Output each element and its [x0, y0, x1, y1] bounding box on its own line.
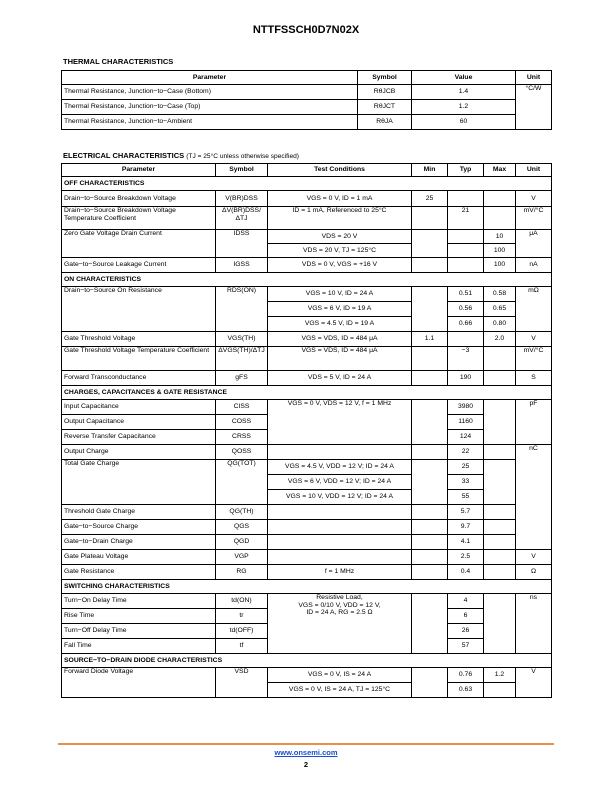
symbol-tr: tr	[216, 609, 268, 624]
thermal-row-param: Thermal Resistance, Junction−to−Case (Top)	[62, 100, 358, 115]
symbol-rdson: RDS(ON)	[216, 287, 268, 332]
unit-charge: nC	[516, 445, 552, 550]
max-rdson-1: 0.58	[484, 287, 516, 302]
symbol-ciss: CISS	[216, 400, 268, 415]
param-coss: Output Capacitance	[62, 415, 216, 430]
typ-crss: 124	[448, 430, 484, 445]
param-ciss: Input Capacitance	[62, 400, 216, 415]
max-vsd-1: 1.2	[484, 668, 516, 683]
unit-vgstc: mV/°C	[516, 347, 552, 371]
thermal-table	[61, 70, 552, 130]
col-parameter: Parameter	[62, 164, 216, 177]
typ-qgs: 9.7	[448, 520, 484, 535]
max-idss-1: 10	[484, 230, 516, 244]
footer-rule	[58, 743, 554, 745]
typ-tdoff: 26	[448, 624, 484, 639]
typ-rdson-3: 0.66	[448, 317, 484, 332]
cond-rdson-3: VGS = 4.5 V, ID = 19 A	[268, 317, 412, 332]
typ-qoss: 22	[448, 445, 484, 460]
thermal-row-symbol: RθJA	[358, 115, 412, 130]
param-tdon: Turn−On Delay Time	[62, 594, 216, 609]
symbol-vgstc: ΔVGS(TH)/ΔTJ	[216, 347, 268, 371]
electrical-subtitle: (TJ = 25°C unless otherwise specified)	[186, 153, 299, 160]
max-rdson-2: 0.65	[484, 302, 516, 317]
param-idss: Zero Gate Voltage Drain Current	[62, 230, 216, 258]
thermal-row-value: 60	[412, 115, 516, 130]
param-tr: Rise Time	[62, 609, 216, 624]
col-symbol: Symbol	[358, 71, 412, 85]
typ-tr: 6	[448, 609, 484, 624]
typ-bvtc: 21	[448, 207, 484, 230]
thermal-row-value: 1.2	[412, 100, 516, 115]
thermal-row-symbol: RθJCT	[358, 100, 412, 115]
symbol-bvtc: ΔV(BR)DSS/ΔTJ	[216, 207, 268, 230]
unit-vsd: V	[516, 668, 552, 698]
typ-tdon: 4	[448, 594, 484, 609]
typ-tf: 57	[448, 639, 484, 654]
param-rg: Gate Resistance	[62, 565, 216, 580]
param-tf: Fall Time	[62, 639, 216, 654]
typ-qgth: 5.7	[448, 505, 484, 520]
symbol-rg: RG	[216, 565, 268, 580]
min-vgsth: 1.1	[412, 332, 448, 347]
unit-bvtc: mV/°C	[516, 207, 552, 230]
thermal-section-title: THERMAL CHARACTERISTICS	[63, 57, 174, 66]
symbol-qg: QG(TOT)	[216, 460, 268, 505]
cond-vgstc: VGS = VDS, ID = 484 μA	[268, 347, 412, 371]
symbol-coss: COSS	[216, 415, 268, 430]
symbol-qgd: QGD	[216, 535, 268, 550]
symbol-vgp: VGP	[216, 550, 268, 565]
param-qgs: Gate−to−Source Charge	[62, 520, 216, 535]
param-igss: Gate−to−Source Leakage Current	[62, 258, 216, 273]
max-vgsth: 2.0	[484, 332, 516, 347]
typ-vsd-2: 0.63	[448, 683, 484, 698]
cond-igss: VDS = 0 V, VGS = +16 V	[268, 258, 412, 273]
col-value: Value	[412, 71, 516, 85]
cond-idss-1: VDS = 20 V	[268, 230, 412, 244]
group-off: OFF CHARACTERISTICS	[62, 177, 552, 191]
param-bvtc: Drain−to−Source Breakdown Voltage Temperature Coefficient	[62, 207, 216, 230]
thermal-row-value: 1.4	[412, 85, 516, 100]
col-min: Min	[412, 164, 448, 177]
unit-igss: nA	[516, 258, 552, 273]
group-on: ON CHARACTERISTICS	[62, 273, 552, 287]
unit-rg: Ω	[516, 565, 552, 580]
unit-gfs: S	[516, 371, 552, 386]
col-unit: Unit	[516, 71, 552, 85]
typ-rg: 0.4	[448, 565, 484, 580]
symbol-tf: tf	[216, 639, 268, 654]
group-charges: CHARGES, CAPACITANCES & GATE RESISTANCE	[62, 386, 552, 400]
param-vgstc: Gate Threshold Voltage Temperature Coefficient	[62, 347, 216, 371]
page-title: NTTFSSCH0D7N02X	[252, 24, 360, 36]
symbol-qgth: QG(TH)	[216, 505, 268, 520]
param-qg: Total Gate Charge	[62, 460, 216, 505]
typ-qgd: 4.1	[448, 535, 484, 550]
unit-bvdss: V	[516, 191, 552, 207]
electrical-table	[61, 163, 552, 698]
param-qgd: Gate−to−Drain Charge	[62, 535, 216, 550]
cond-qg-3: VGS = 10 V, VDD = 12 V; ID = 24 A	[268, 490, 412, 505]
symbol-tdon: td(ON)	[216, 594, 268, 609]
cond-switching-line3: ID = 24 A, RG = 2.5 Ω	[306, 609, 373, 617]
unit-idss: μA	[516, 230, 552, 258]
thermal-row-param: Thermal Resistance, Junction−to−Ambient	[62, 115, 358, 130]
typ-vsd-1: 0.76	[448, 668, 484, 683]
unit-vgsth: V	[516, 332, 552, 347]
col-typ: Typ	[448, 164, 484, 177]
symbol-igss: IGSS	[216, 258, 268, 273]
cond-rdson-2: VGS = 6 V, ID = 19 A	[268, 302, 412, 317]
typ-rdson-2: 0.56	[448, 302, 484, 317]
unit-switching: ns	[516, 594, 552, 654]
cond-vgsth: VGS = VDS, ID = 484 μA	[268, 332, 412, 347]
typ-ciss: 3980	[448, 400, 484, 415]
col-max: Max	[484, 164, 516, 177]
electrical-section-title	[63, 151, 299, 160]
cond-idss-2: VDS = 20 V, TJ = 125°C	[268, 244, 412, 258]
symbol-vsd: VSD	[216, 668, 268, 698]
typ-qg-2: 33	[448, 475, 484, 490]
typ-qg-3: 55	[448, 490, 484, 505]
cond-qg-2: VGS = 6 V, VDD = 12 V; ID = 24 A	[268, 475, 412, 490]
cond-rdson-1: VGS = 10 V, ID = 24 A	[268, 287, 412, 302]
cond-gfs: VDS = 5 V, ID = 24 A	[268, 371, 412, 386]
symbol-idss: IDSS	[216, 230, 268, 258]
cond-qg-1: VGS = 4.5 V, VDD = 12 V; ID = 24 A	[268, 460, 412, 475]
param-vsd: Forward Diode Voltage	[62, 668, 216, 698]
symbol-crss: CRSS	[216, 430, 268, 445]
cond-rg: f = 1 MHz	[268, 565, 412, 580]
param-vgsth: Gate Threshold Voltage	[62, 332, 216, 347]
col-unit: Unit	[516, 164, 552, 177]
symbol-tdoff: td(OFF)	[216, 624, 268, 639]
cond-bvtc: ID = 1 mA, Referenced to 25°C	[268, 207, 412, 230]
thermal-row-symbol: RθJCB	[358, 85, 412, 100]
cond-bvdss: VGS = 0 V, ID = 1 mA	[268, 191, 412, 207]
col-test-conditions: Test Conditions	[268, 164, 412, 177]
unit-capacitance: pF	[516, 400, 552, 445]
typ-rdson-1: 0.51	[448, 287, 484, 302]
cond-switching-line1: Resistive Load,	[316, 594, 363, 601]
unit-rdson: mΩ	[516, 287, 552, 332]
cond-capacitance: VGS = 0 V, VDS = 12 V, f = 1 MHz	[268, 400, 412, 445]
min-bvdss: 25	[412, 191, 448, 207]
symbol-gfs: gFS	[216, 371, 268, 386]
cond-switching	[268, 594, 412, 654]
param-tdoff: Turn−Off Delay Time	[62, 624, 216, 639]
cond-vsd-2: VGS = 0 V, IS = 24 A, TJ = 125°C	[268, 683, 412, 698]
symbol-qgs: QGS	[216, 520, 268, 535]
electrical-title: ELECTRICAL CHARACTERISTICS	[63, 151, 185, 160]
symbol-bvdss: V(BR)DSS	[216, 191, 268, 207]
typ-coss: 1160	[448, 415, 484, 430]
unit-vgp: V	[516, 550, 552, 565]
thermal-unit: °C/W	[516, 85, 552, 130]
group-switching: SWITCHING CHARACTERISTICS	[62, 580, 552, 594]
col-parameter: Parameter	[62, 71, 358, 85]
page-number: 2	[303, 760, 309, 769]
typ-vgstc: −3	[448, 347, 484, 371]
group-diode: SOURCE−TO−DRAIN DIODE CHARACTERISTICS	[62, 654, 552, 668]
max-igss: 100	[484, 258, 516, 273]
typ-vgp: 2.5	[448, 550, 484, 565]
param-bvdss: Drain−to−Source Breakdown Voltage	[62, 191, 216, 207]
symbol-vgsth: VGS(TH)	[216, 332, 268, 347]
cond-vsd-1: VGS = 0 V, IS = 24 A	[268, 668, 412, 683]
max-idss-2: 100	[484, 244, 516, 258]
param-rdson: Drain−to−Source On Resistance	[62, 287, 216, 332]
col-symbol: Symbol	[216, 164, 268, 177]
symbol-qoss: QOSS	[216, 445, 268, 460]
typ-gfs: 190	[448, 371, 484, 386]
param-gfs: Forward Transconductance	[62, 371, 216, 386]
param-vgp: Gate Plateau Voltage	[62, 550, 216, 565]
param-qoss: Output Charge	[62, 445, 216, 460]
param-qgth: Threshold Gate Charge	[62, 505, 216, 520]
thermal-row-param: Thermal Resistance, Junction−to−Case (Bottom)	[62, 85, 358, 100]
max-rdson-3: 0.80	[484, 317, 516, 332]
param-crss: Reverse Transfer Capacitance	[62, 430, 216, 445]
footer-url-link[interactable]: www.onsemi.com	[274, 748, 338, 757]
typ-qg-1: 25	[448, 460, 484, 475]
cond-switching-line2: VGS = 0/10 V, VDD = 12 V,	[298, 601, 381, 609]
